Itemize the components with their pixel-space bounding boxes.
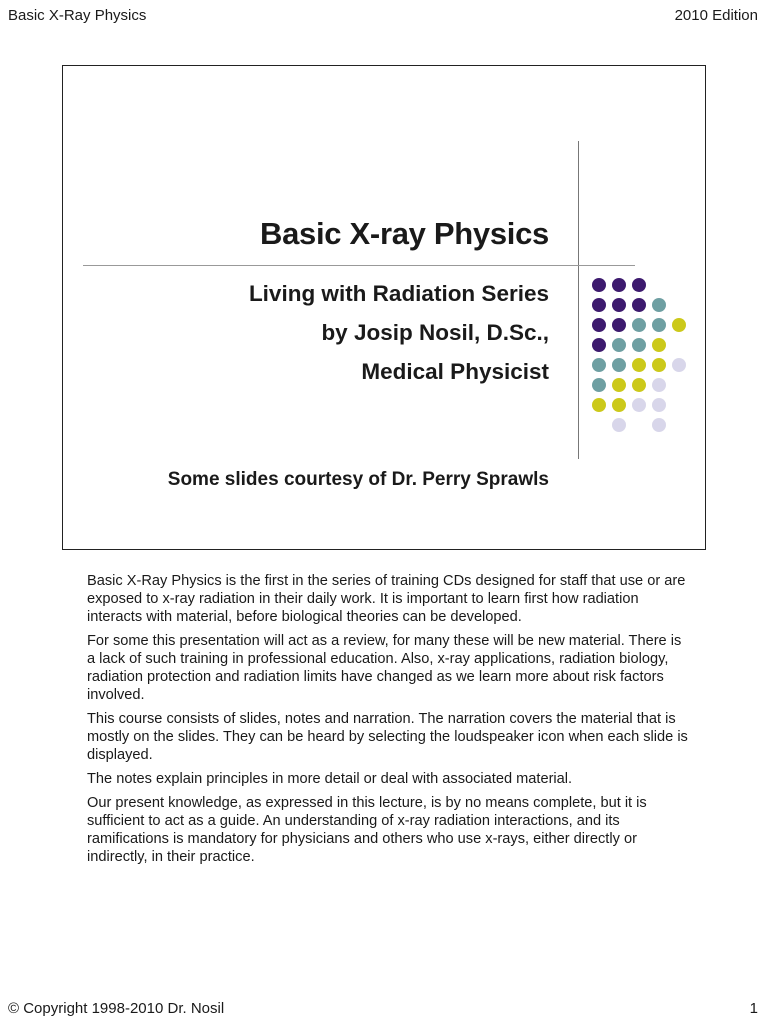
horizontal-divider [83, 265, 635, 266]
decorative-dot [592, 298, 606, 312]
decorative-dot [632, 278, 646, 292]
decorative-dot [612, 358, 626, 372]
header-title: Basic X-Ray Physics [8, 7, 147, 24]
decorative-dot [592, 358, 606, 372]
slide-courtesy: Some slides courtesy of Dr. Perry Sprawls [167, 469, 549, 490]
decorative-dot [612, 418, 626, 432]
decorative-dot [592, 398, 606, 412]
decorative-dot [652, 358, 666, 372]
decorative-dot [632, 358, 646, 372]
subtitle-author: by Josip Nosil, D.Sc., [321, 320, 549, 345]
decorative-dot [632, 378, 646, 392]
subtitle-role: Medical Physicist [361, 359, 549, 384]
notes-paragraph: Basic X-Ray Physics is the first in the series of training CDs designed for staff that use or are exposed to x-ray radiation in their daily work. It is important to learn first how radiation interacts with material, before biological theories can be developed. [87, 573, 686, 625]
page-number: 1 [749, 1000, 758, 1017]
decorative-dot [632, 298, 646, 312]
notes-paragraph: Our present knowledge, as expressed in this lecture, is by no means complete, but it is sufficient to act as a guide. An understanding of x-ray radiation interactions, and its ramifications is mandatory for physicians and others who use x-rays, either directly or indirectly, in their practice. [87, 795, 647, 865]
footer-copyright: © Copyright 1998-2010 Dr. Nosil [8, 1000, 225, 1017]
decorative-dot [652, 338, 666, 352]
decorative-dot [612, 318, 626, 332]
decorative-dot [652, 298, 666, 312]
decorative-dot [612, 338, 626, 352]
notes-text [87, 572, 692, 872]
decorative-dot [612, 278, 626, 292]
decorative-dot [612, 298, 626, 312]
decorative-dot [592, 318, 606, 332]
decorative-dot [672, 358, 686, 372]
decorative-dot [592, 278, 606, 292]
decorative-dot [632, 318, 646, 332]
slide-frame [62, 65, 706, 550]
decorative-dot [612, 378, 626, 392]
notes-paragraph: This course consists of slides, notes and narration. The narration covers the material that is mostly on the slides. They can be heard by selecting the loudspeaker icon when each slide is displayed. [87, 711, 688, 763]
decorative-dot [592, 338, 606, 352]
decorative-dot [652, 418, 666, 432]
decorative-dot [672, 318, 686, 332]
decorative-dot [592, 378, 606, 392]
decorative-dot [652, 398, 666, 412]
notes-paragraph: The notes explain principles in more detail or deal with associated material. [87, 771, 573, 787]
notes-paragraph: For some this presentation will act as a review, for many these will be new material. There is a lack of such training in professional education. Also, x-ray applications, radiation biology, radiation protection and radiation limits have changed as we learn more about risk factors involved. [87, 633, 682, 703]
slide-subtitle [249, 274, 549, 391]
vertical-divider [578, 141, 579, 459]
header-edition: 2010 Edition [674, 7, 758, 24]
subtitle-series: Living with Radiation Series [248, 281, 549, 306]
decorative-dot [652, 378, 666, 392]
decorative-dot [632, 338, 646, 352]
decorative-dot [612, 398, 626, 412]
slide-title: Basic X-ray Physics [260, 216, 549, 251]
decorative-dot [632, 398, 646, 412]
decorative-dot [652, 318, 666, 332]
